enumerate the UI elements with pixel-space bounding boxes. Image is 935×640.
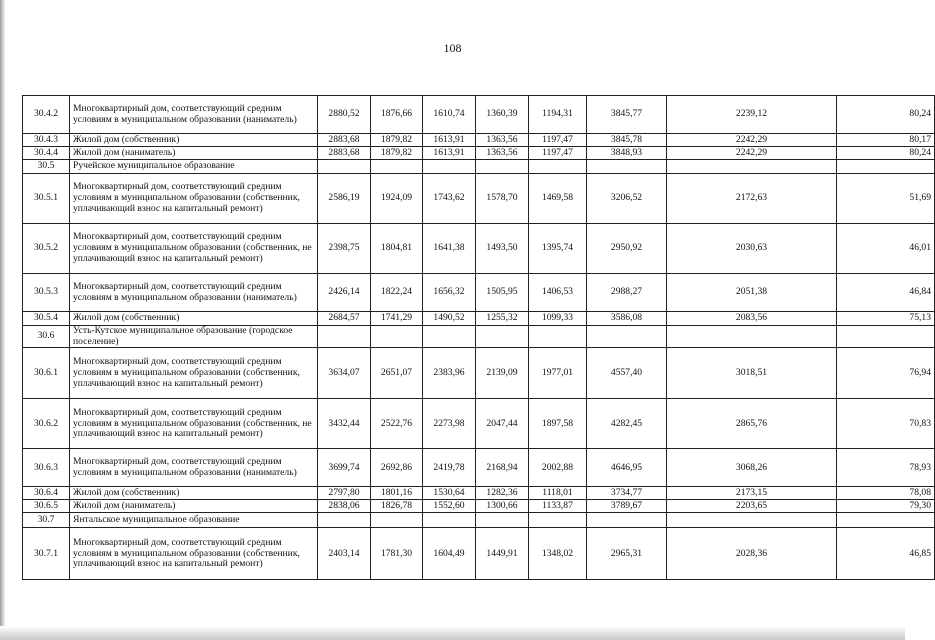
empty-cell [318, 513, 371, 528]
section-row [23, 513, 935, 528]
table-row [23, 96, 935, 134]
value-cell: 2273,98 [423, 399, 476, 449]
value-cell: 78,93 [837, 449, 935, 487]
value-cell: 46,84 [837, 274, 935, 312]
value-cell: 3845,78 [587, 134, 667, 147]
value-cell: 1741,29 [371, 312, 423, 326]
table-row [23, 487, 935, 500]
empty-cell [837, 160, 935, 174]
value-cell: 2028,36 [667, 528, 837, 580]
table-row [23, 224, 935, 274]
row-code: 30.4.4 [23, 147, 70, 160]
value-cell: 3018,51 [667, 348, 837, 399]
empty-cell [318, 326, 371, 348]
empty-cell [371, 326, 423, 348]
table-row [23, 147, 935, 160]
value-cell: 1133,87 [529, 500, 587, 513]
value-cell: 2242,29 [667, 147, 837, 160]
table-row [23, 274, 935, 312]
row-code: 30.4.3 [23, 134, 70, 147]
row-name: Многоквартирный дом, соответствующий средним условиям в муниципальном образовании (собственник, уплачивающий взнос на капитальный ремонт) [70, 528, 318, 580]
value-cell: 2838,06 [318, 500, 371, 513]
tariff-table [22, 95, 935, 580]
empty-cell [587, 160, 667, 174]
value-cell: 3789,67 [587, 500, 667, 513]
table-row [23, 134, 935, 147]
section-title: Ручейское муниципальное образование [70, 160, 318, 174]
empty-cell [667, 513, 837, 528]
row-code: 30.6.2 [23, 399, 70, 449]
value-cell: 2242,29 [667, 134, 837, 147]
value-cell: 1804,81 [371, 224, 423, 274]
value-cell: 1897,58 [529, 399, 587, 449]
value-cell: 2883,68 [318, 147, 371, 160]
value-cell: 1099,33 [529, 312, 587, 326]
value-cell: 76,94 [837, 348, 935, 399]
value-cell: 51,69 [837, 174, 935, 224]
value-cell: 2002,88 [529, 449, 587, 487]
value-cell: 46,85 [837, 528, 935, 580]
section-row [23, 160, 935, 174]
table-row [23, 528, 935, 580]
value-cell: 1363,56 [476, 134, 529, 147]
value-cell: 2203,65 [667, 500, 837, 513]
value-cell: 1641,38 [423, 224, 476, 274]
empty-cell [667, 326, 837, 348]
row-code: 30.5.2 [23, 224, 70, 274]
value-cell: 1493,50 [476, 224, 529, 274]
value-cell: 1977,01 [529, 348, 587, 399]
value-cell: 1743,62 [423, 174, 476, 224]
row-name: Многоквартирный дом, соответствующий средним условиям в муниципальном образовании (наниматель) [70, 274, 318, 312]
section-title: Усть-Кутское муниципальное образование (городское поселение) [70, 326, 318, 348]
value-cell: 2692,86 [371, 449, 423, 487]
row-code: 30.7 [23, 513, 70, 528]
value-cell: 2883,68 [318, 134, 371, 147]
value-cell: 3432,44 [318, 399, 371, 449]
value-cell: 4282,45 [587, 399, 667, 449]
value-cell: 1197,47 [529, 147, 587, 160]
value-cell: 3699,74 [318, 449, 371, 487]
row-code: 30.6 [23, 326, 70, 348]
empty-cell [423, 513, 476, 528]
section-title: Янтальское муниципальное образование [70, 513, 318, 528]
empty-cell [371, 160, 423, 174]
row-name: Жилой дом (собственник) [70, 134, 318, 147]
value-cell: 1449,91 [476, 528, 529, 580]
value-cell: 1360,39 [476, 96, 529, 134]
empty-cell [423, 326, 476, 348]
value-cell: 1363,56 [476, 147, 529, 160]
table-row [23, 174, 935, 224]
value-cell: 1255,32 [476, 312, 529, 326]
row-name: Многоквартирный дом, соответствующий средним условиям в муниципальном образовании (собственник, уплачивающий взнос на капитальный ремонт) [70, 174, 318, 224]
value-cell: 1469,58 [529, 174, 587, 224]
value-cell: 2865,76 [667, 399, 837, 449]
value-cell: 2047,44 [476, 399, 529, 449]
value-cell: 3068,26 [667, 449, 837, 487]
row-code: 30.6.3 [23, 449, 70, 487]
value-cell: 1879,82 [371, 147, 423, 160]
value-cell: 75,13 [837, 312, 935, 326]
value-cell: 1656,32 [423, 274, 476, 312]
row-name: Многоквартирный дом, соответствующий средним условиям в муниципальном образовании (наниматель) [70, 96, 318, 134]
value-cell: 1801,16 [371, 487, 423, 500]
value-cell: 1194,31 [529, 96, 587, 134]
value-cell: 2797,80 [318, 487, 371, 500]
value-cell: 1406,53 [529, 274, 587, 312]
table-row [23, 399, 935, 449]
value-cell: 2880,52 [318, 96, 371, 134]
value-cell: 79,30 [837, 500, 935, 513]
value-cell: 1613,91 [423, 147, 476, 160]
value-cell: 1924,09 [371, 174, 423, 224]
empty-cell [318, 160, 371, 174]
row-name: Многоквартирный дом, соответствующий средним условиям в муниципальном образовании (наниматель) [70, 449, 318, 487]
table-row [23, 348, 935, 399]
value-cell: 2030,63 [667, 224, 837, 274]
scan-shadow-bottom [0, 626, 905, 640]
value-cell: 78,08 [837, 487, 935, 500]
value-cell: 1552,60 [423, 500, 476, 513]
row-code: 30.5 [23, 160, 70, 174]
value-cell: 2522,76 [371, 399, 423, 449]
value-cell: 4646,95 [587, 449, 667, 487]
value-cell: 2168,94 [476, 449, 529, 487]
row-code: 30.5.4 [23, 312, 70, 326]
value-cell: 3845,77 [587, 96, 667, 134]
row-code: 30.6.5 [23, 500, 70, 513]
value-cell: 3848,93 [587, 147, 667, 160]
row-name: Жилой дом (собственник) [70, 312, 318, 326]
value-cell: 1822,24 [371, 274, 423, 312]
value-cell: 3586,08 [587, 312, 667, 326]
value-cell: 2051,38 [667, 274, 837, 312]
empty-cell [476, 160, 529, 174]
value-cell: 1530,64 [423, 487, 476, 500]
value-cell: 1578,70 [476, 174, 529, 224]
empty-cell [371, 513, 423, 528]
empty-cell [423, 160, 476, 174]
value-cell: 2965,31 [587, 528, 667, 580]
value-cell: 1118,01 [529, 487, 587, 500]
section-row [23, 326, 935, 348]
table-row [23, 312, 935, 326]
row-name: Жилой дом (собственник) [70, 487, 318, 500]
row-name: Многоквартирный дом, соответствующий средним условиям в муниципальном образовании (собственник, не уплачивающий взнос на капитальный ремонт) [70, 224, 318, 274]
empty-cell [837, 513, 935, 528]
empty-cell [476, 513, 529, 528]
row-code: 30.4.2 [23, 96, 70, 134]
value-cell: 1348,02 [529, 528, 587, 580]
value-cell: 2083,56 [667, 312, 837, 326]
row-code: 30.7.1 [23, 528, 70, 580]
value-cell: 2172,63 [667, 174, 837, 224]
table-row [23, 500, 935, 513]
row-name: Жилой дом (наниматель) [70, 147, 318, 160]
row-code: 30.6.4 [23, 487, 70, 500]
empty-cell [667, 160, 837, 174]
row-code: 30.5.3 [23, 274, 70, 312]
empty-cell [529, 326, 587, 348]
value-cell: 2398,75 [318, 224, 371, 274]
row-name: Жилой дом (наниматель) [70, 500, 318, 513]
value-cell: 2383,96 [423, 348, 476, 399]
value-cell: 1604,49 [423, 528, 476, 580]
value-cell: 3206,52 [587, 174, 667, 224]
value-cell: 46,01 [837, 224, 935, 274]
value-cell: 80,24 [837, 147, 935, 160]
value-cell: 2684,57 [318, 312, 371, 326]
empty-cell [529, 513, 587, 528]
scan-shadow-left [0, 0, 6, 640]
value-cell: 1879,82 [371, 134, 423, 147]
empty-cell [529, 160, 587, 174]
value-cell: 2173,15 [667, 487, 837, 500]
table-body [23, 96, 935, 580]
value-cell: 1613,91 [423, 134, 476, 147]
value-cell: 1826,78 [371, 500, 423, 513]
value-cell: 2426,14 [318, 274, 371, 312]
row-code: 30.5.1 [23, 174, 70, 224]
value-cell: 1300,66 [476, 500, 529, 513]
value-cell: 3734,77 [587, 487, 667, 500]
empty-cell [587, 513, 667, 528]
value-cell: 1282,36 [476, 487, 529, 500]
row-code: 30.6.1 [23, 348, 70, 399]
value-cell: 2586,19 [318, 174, 371, 224]
value-cell: 4557,40 [587, 348, 667, 399]
row-name: Многоквартирный дом, соответствующий средним условиям в муниципальном образовании (собственник, не уплачивающий взнос на капитальный ремонт) [70, 399, 318, 449]
value-cell: 1781,30 [371, 528, 423, 580]
value-cell: 2403,14 [318, 528, 371, 580]
value-cell: 2419,78 [423, 449, 476, 487]
row-name: Многоквартирный дом, соответствующий средним условиям в муниципальном образовании (собственник, уплачивающий взнос на капитальный ремонт) [70, 348, 318, 399]
value-cell: 1876,66 [371, 96, 423, 134]
value-cell: 1395,74 [529, 224, 587, 274]
value-cell: 2950,92 [587, 224, 667, 274]
value-cell: 70,83 [837, 399, 935, 449]
value-cell: 1610,74 [423, 96, 476, 134]
value-cell: 1505,95 [476, 274, 529, 312]
value-cell: 80,17 [837, 134, 935, 147]
empty-cell [476, 326, 529, 348]
table-row [23, 449, 935, 487]
value-cell: 1197,47 [529, 134, 587, 147]
value-cell: 80,24 [837, 96, 935, 134]
empty-cell [837, 326, 935, 348]
value-cell: 1490,52 [423, 312, 476, 326]
value-cell: 2651,07 [371, 348, 423, 399]
page-number: 108 [443, 41, 462, 55]
value-cell: 3634,07 [318, 348, 371, 399]
value-cell: 2239,12 [667, 96, 837, 134]
value-cell: 2988,27 [587, 274, 667, 312]
value-cell: 2139,09 [476, 348, 529, 399]
empty-cell [587, 326, 667, 348]
